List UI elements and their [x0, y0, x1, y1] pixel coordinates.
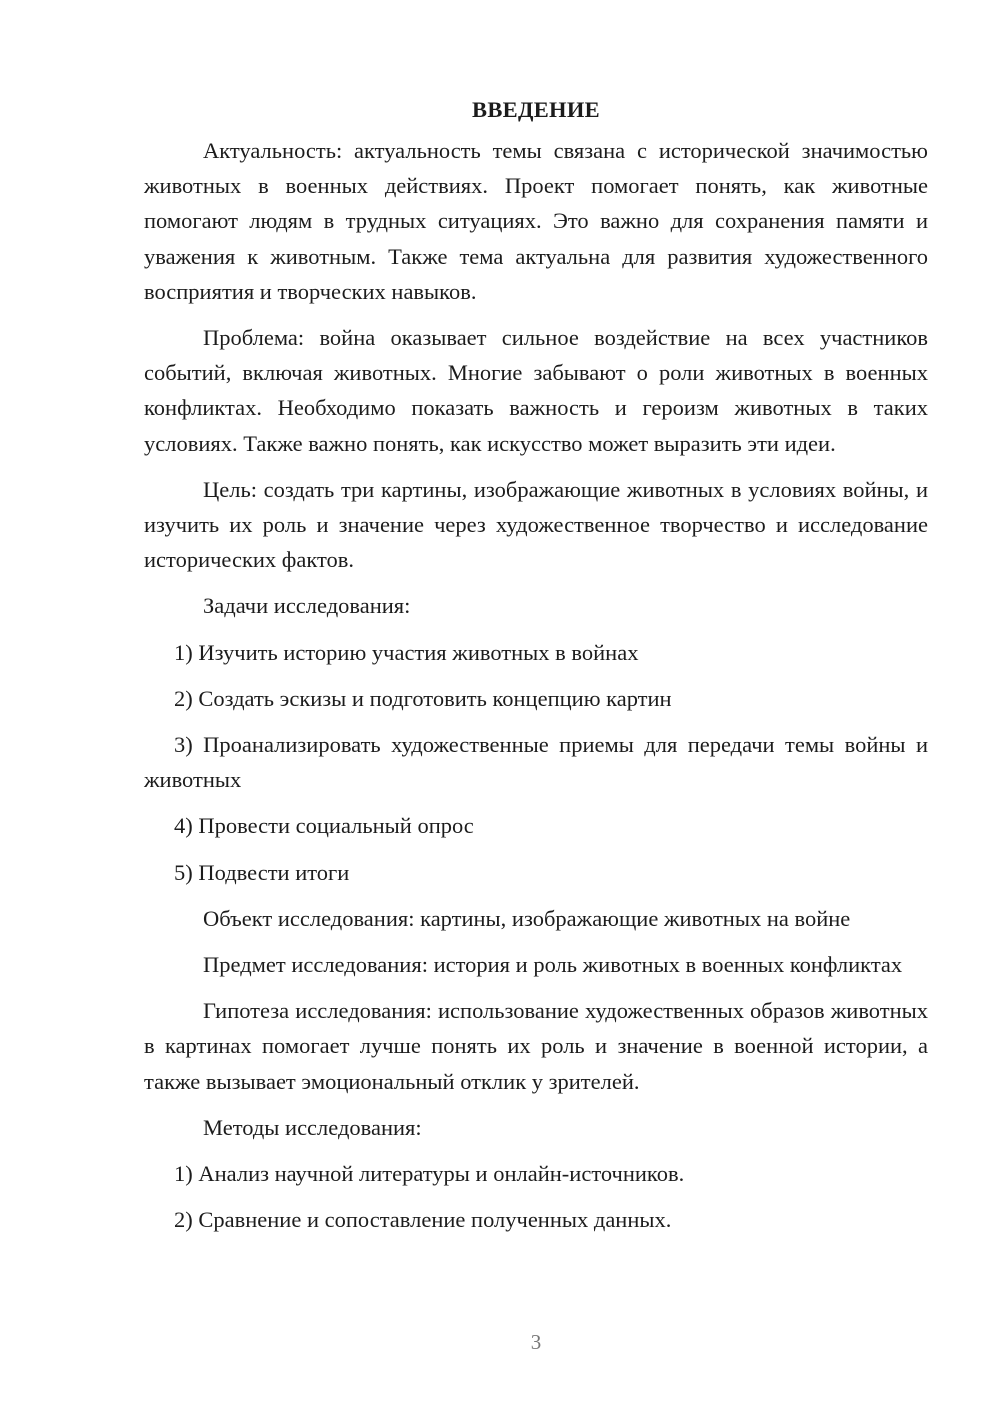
methods-heading: Методы исследования: [203, 1114, 422, 1140]
task-item: 2) Создать эскизы и подготовить концепцию картин [174, 685, 672, 711]
goal-paragraph: Цель: создать три картины, изображающие животных в условиях войны, и изучить их роль и значение через художественное творчество и исследование исторических фактов. [144, 476, 928, 573]
method-item: 1) Анализ научной литературы и онлайн-источников. [174, 1161, 685, 1187]
section-heading: ВВЕДЕНИЕ [472, 97, 600, 122]
object-paragraph: Объект исследования: картины, изображающие животных на войне [203, 905, 851, 931]
subject-paragraph: Предмет исследования: история и роль животных в военных конфликтах [203, 952, 903, 978]
task-item: 4) Провести социальный опрос [174, 813, 474, 839]
page-number: 3 [530, 1330, 542, 1354]
page-content [144, 92, 928, 1237]
task-item: 3) Проанализировать художественные приемы для передачи темы войны и животных [144, 732, 928, 793]
tasks-heading: Задачи исследования: [203, 593, 411, 619]
hypothesis-paragraph: Гипотеза исследования: использование художественных образов животных в картинах помогает лучше понять их роль и значение в военной истории, а также вызывает эмоциональный отклик у зрителей. [144, 998, 928, 1094]
problem-paragraph: Проблема: война оказывает сильное воздействие на всех участников событий, включая животных. Многие забывают о роли животных в военных конфликтах. Необходимо показать важность и героизм животных в таких условиях. Также важно понять, как искусство может выразить эти идеи. [144, 325, 928, 456]
relevance-paragraph: Актуальность: актуальность темы связана с исторической значимостью животных в военных действиях. Проект помогает понять, как животные помогают людям в трудных ситуациях. Это важно для сохранения памяти и уважения к животным. Также тема актуальна для развития художественного восприятия и творческих навыков. [144, 138, 928, 304]
method-item: 2) Сравнение и сопоставление полученных данных. [174, 1207, 672, 1233]
task-item: 1) Изучить историю участия животных в войнах [174, 639, 639, 665]
task-item: 5) Подвести итоги [174, 859, 350, 885]
